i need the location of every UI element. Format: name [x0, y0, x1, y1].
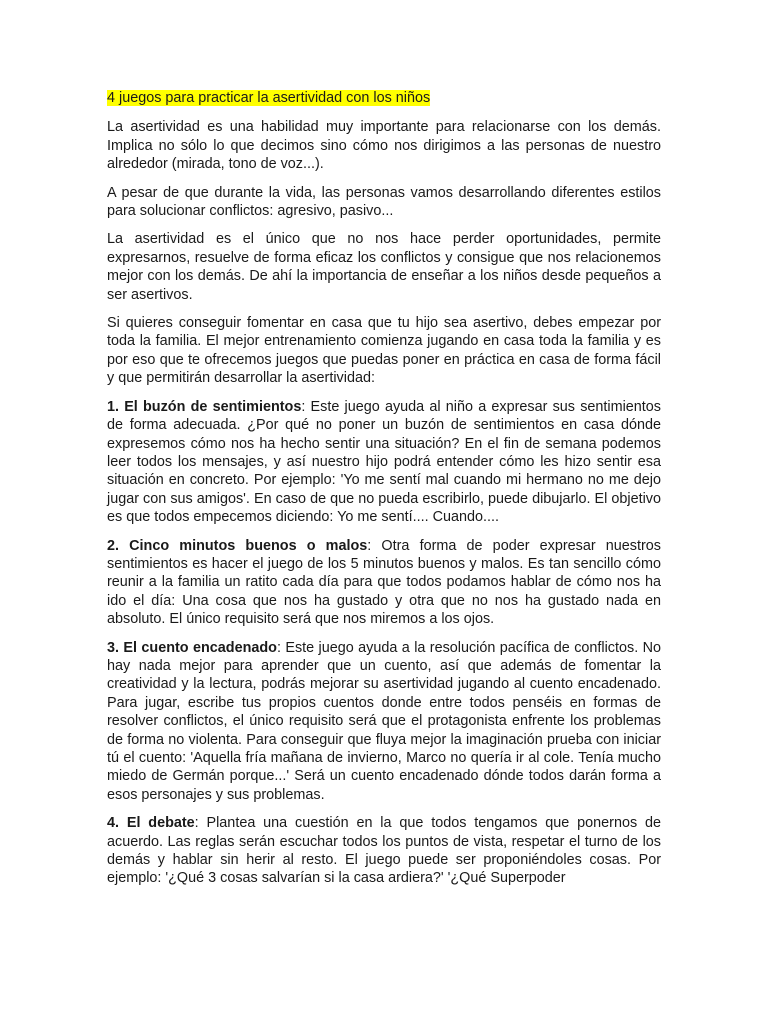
intro-paragraph: La asertividad es una habilidad muy importante para relacionarse con los demás. Implica no sólo lo que decimos sino cómo nos dirigimos a las personas de nuestro alrededor (mirada, tono de voz...).: [107, 119, 661, 173]
game-description-buzon: : Este juego ayuda al niño a expresar sus sentimientos de forma adecuada. ¿Por qué no poner un buzón de sentimientos en casa dónde expresemos cómo nos ha hecho sentir una situación? En el fin de semana podemos leer todos los mensajes, y así nuestro hijo podrá entender cómo les hizo sentir esa situación en concreto. Por ejemplo: 'Yo me sentí mal cuando mi hermano no me dejo jugar con sus amigos'. En caso de que no pueda escribirlo, puede dibujarlo. El objetivo es que todos empecemos diciendo: Yo me sentí.... Cuando....: [107, 398, 661, 526]
game-description-cinco-minutos: : Otra forma de poder expresar nuestros sentimientos es hacer el juego de los 5 minutos buenos y malos. Es tan sencillo cómo reunir a la familia un ratito cada día para que todos podamos hablar de cómo nos ha ido el día: Una cosa que nos ha gustado y otra que no nos ha gustado nada en absoluto. El único requisito será que nos miremos a los ojos.: [107, 537, 661, 628]
highlighted-title-text: 4 juegos para practicar la asertividad con los niños: [107, 90, 431, 106]
conflict-styles-paragraph: A pesar de que durante la vida, las personas vamos desarrollando diferentes estilos para solucionar conflictos: agresivo, pasivo...: [107, 184, 661, 220]
game-title-debate: 4. El debate: [107, 815, 195, 832]
game-description-debate: : Plantea una cuestión en la que todos tengamos que ponernos de acuerdo. Las reglas serán escuchar todos los puntos de vista, respetar el turno de los demás y hablar sin herir al resto. El juego puede ser proponiéndoles cosas. Por ejemplo: '¿Qué 3 cosas salvarían si la casa ardiera?' '¿Qué Superpoder: [107, 815, 661, 887]
family-training-paragraph: Si quieres conseguir fomentar en casa que tu hijo sea asertivo, debes empezar por toda la familia. El mejor entrenamiento comienza jugando en casa toda la familia y es por eso que te ofrecemos juegos que puedas poner en práctica en casa de forma fácil y que permitirán desarrollar la asertividad:: [107, 315, 661, 387]
document-page: [107, 89, 661, 898]
game-title-cuento: 3. El cuento encadenado: [107, 639, 277, 656]
game-item-cinco-minutos: [107, 537, 661, 629]
game-title-buzon: 1. El buzón de sentimientos: [107, 398, 302, 415]
game-title-cinco-minutos: 2. Cinco minutos buenos o malos: [107, 537, 368, 554]
assertiveness-benefits-paragraph: La asertividad es el único que no nos hace perder oportunidades, permite expresarnos, resuelve de forma eficaz los conflictos y consigue que nos relacionemos mejor con los demás. De ahí la importancia de enseñar a los niños desde pequeños a ser asertivos.: [107, 231, 661, 303]
document-title: [107, 89, 661, 107]
game-item-debate: [107, 814, 661, 888]
game-description-cuento: : Este juego ayuda a la resolución pacífica de conflictos. No hay nada mejor para aprender que un cuento, así que además de fomentar la creatividad y la lectura, podrás mejorar su asertividad jugando al cuento encadenado. Para jugar, escribe tus propios cuentos donde entre todos penséis en formas de resolver conflictos, el único requisito será que el protagonista enfrente los problemas de forma no violenta. Para conseguir que fluya mejor la imaginación prueba con iniciar tú el cuento: 'Aquella fría mañana de invierno, Marco no quería ir al cole. Tenía mucho miedo de Germán porque...' Será un cuento encadenado dónde todos darán forma a esos personajes y sus problemas.: [107, 639, 661, 803]
game-item-buzon: [107, 398, 661, 527]
game-item-cuento: [107, 639, 661, 805]
